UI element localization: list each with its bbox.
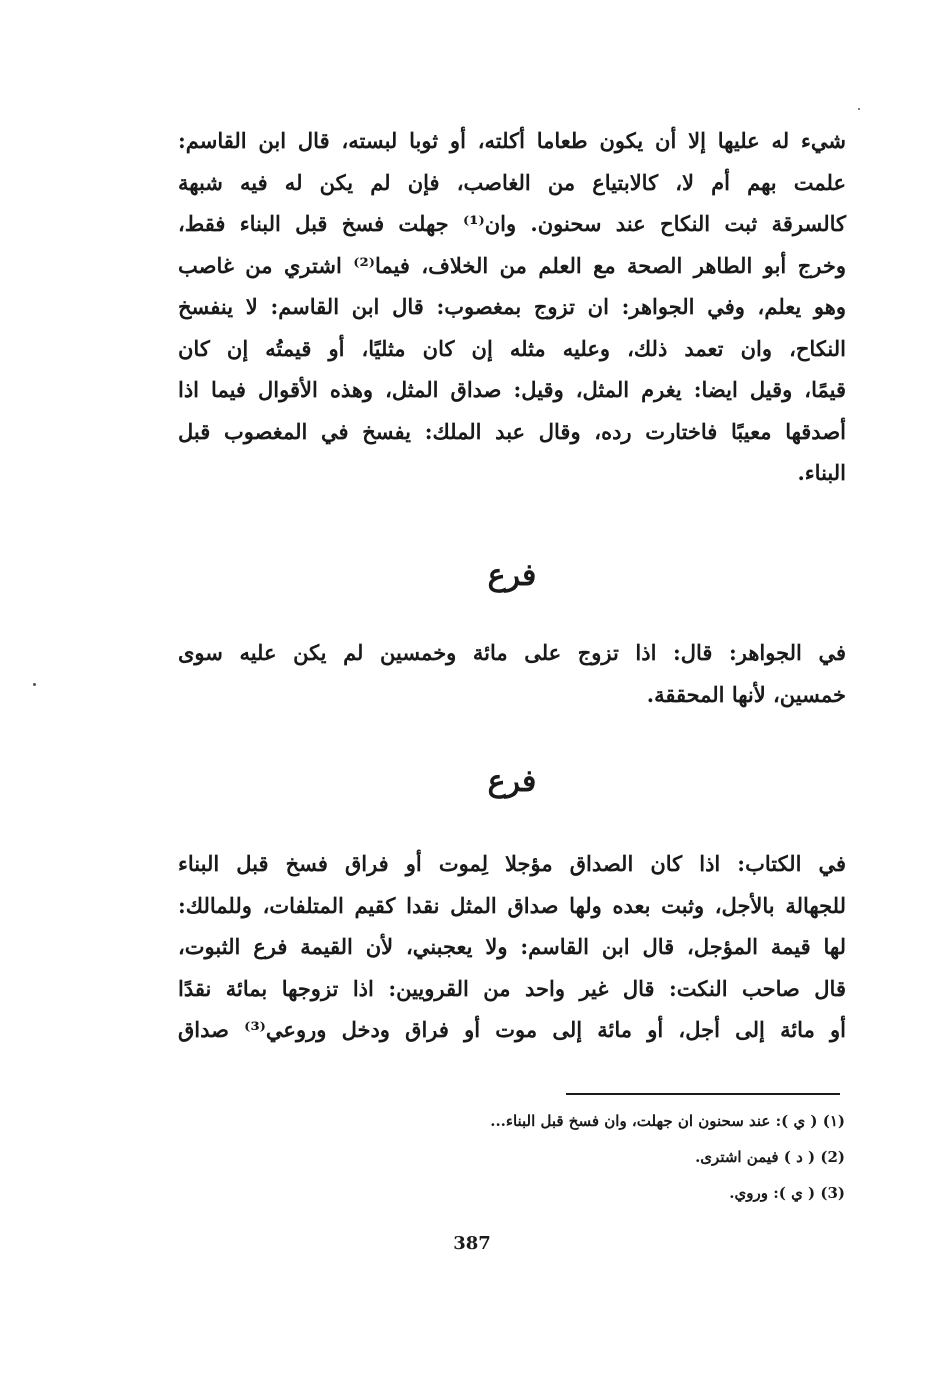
page-number: 387	[453, 1233, 491, 1254]
footnote-2: (2) ( د ) فيمن اشترى.	[695, 1148, 845, 1166]
text-line: أو مائة إلى أجل، أو مائة إلى موت أو فراق ودخل وروعي⁽³⁾ صداق	[178, 1017, 846, 1042]
footnote-1: (١) ( ي ): عند سحنون ان جهلت، وان فسخ قبل البناء...	[490, 1112, 845, 1130]
text-line: وخرج أبو الطاهر الصحة مع العلم من الخلاف، فيما⁽²⁾ اشتري من غاصب	[178, 252, 847, 278]
text-line: في الجواهر: قال: اذا تزوج على مائة وخمسين لم يكن عليه سوى	[178, 640, 846, 665]
scan-speck	[858, 108, 860, 110]
paragraph-2	[178, 632, 846, 715]
section-heading: فرع	[487, 764, 537, 799]
text-line: للجهالة بالأجل، وثبت بعده ولها صداق المثل نقدا كقيم المتلفات، وللمالك:	[178, 892, 846, 918]
footnote-3: (3) ( ي ): وروي.	[729, 1184, 845, 1202]
paragraph-3	[178, 843, 846, 1051]
text-line: قال صاحب النكت: قال غير واحد من القرويين: اذا تزوجها بمائة نقدًا	[178, 975, 846, 1001]
text-line: النكاح، وان تعمد ذلك، وعليه مثله إن كان مثليًا، أو قيمتُه إن كان	[178, 335, 846, 361]
section-heading: فرع	[487, 558, 537, 593]
text-line: شيء له عليها إلا أن يكون طعاما أكلته، أو ثوبا لبسته، قال ابن القاسم:	[178, 128, 846, 153]
paragraph-1	[178, 120, 846, 494]
footnotes	[300, 1103, 845, 1211]
text-line: قيمًا، وقيل ايضا: يغرم المثل، وقيل: صداق المثل، وهذه الأقوال فيما اذا	[178, 377, 846, 402]
text-line: لها قيمة المؤجل، قال ابن القاسم: ولا يعجبني، لأن القيمة فرع الثبوت،	[178, 934, 846, 959]
text-line: في الكتاب: اذا كان الصداق مؤجلا لِموت أو فراق فسخ قبل البناء	[178, 851, 846, 876]
text-line: علمت بهم أم لا، كالابتياع من الغاصب، فإن لم يكن له فيه شبهة	[178, 169, 846, 195]
footnote-separator	[566, 1093, 840, 1095]
text-line: البناء.	[797, 460, 846, 485]
text-line: أصدقها معيبًا فاختارت رده، وقال عبد الملك: يفسخ في المغصوب قبل	[178, 418, 846, 444]
text-line: خمسين، لأنها المحققة.	[646, 681, 846, 707]
text-line: وهو يعلم، وفي الجواهر: ان تزوج بمغصوب: قال ابن القاسم: لا ينفسخ	[178, 294, 846, 319]
text-line: كالسرقة ثبت النكاح عند سحنون. وان⁽¹⁾ جهلت فسخ قبل البناء فقط،	[178, 211, 846, 236]
scan-speck	[33, 683, 36, 686]
